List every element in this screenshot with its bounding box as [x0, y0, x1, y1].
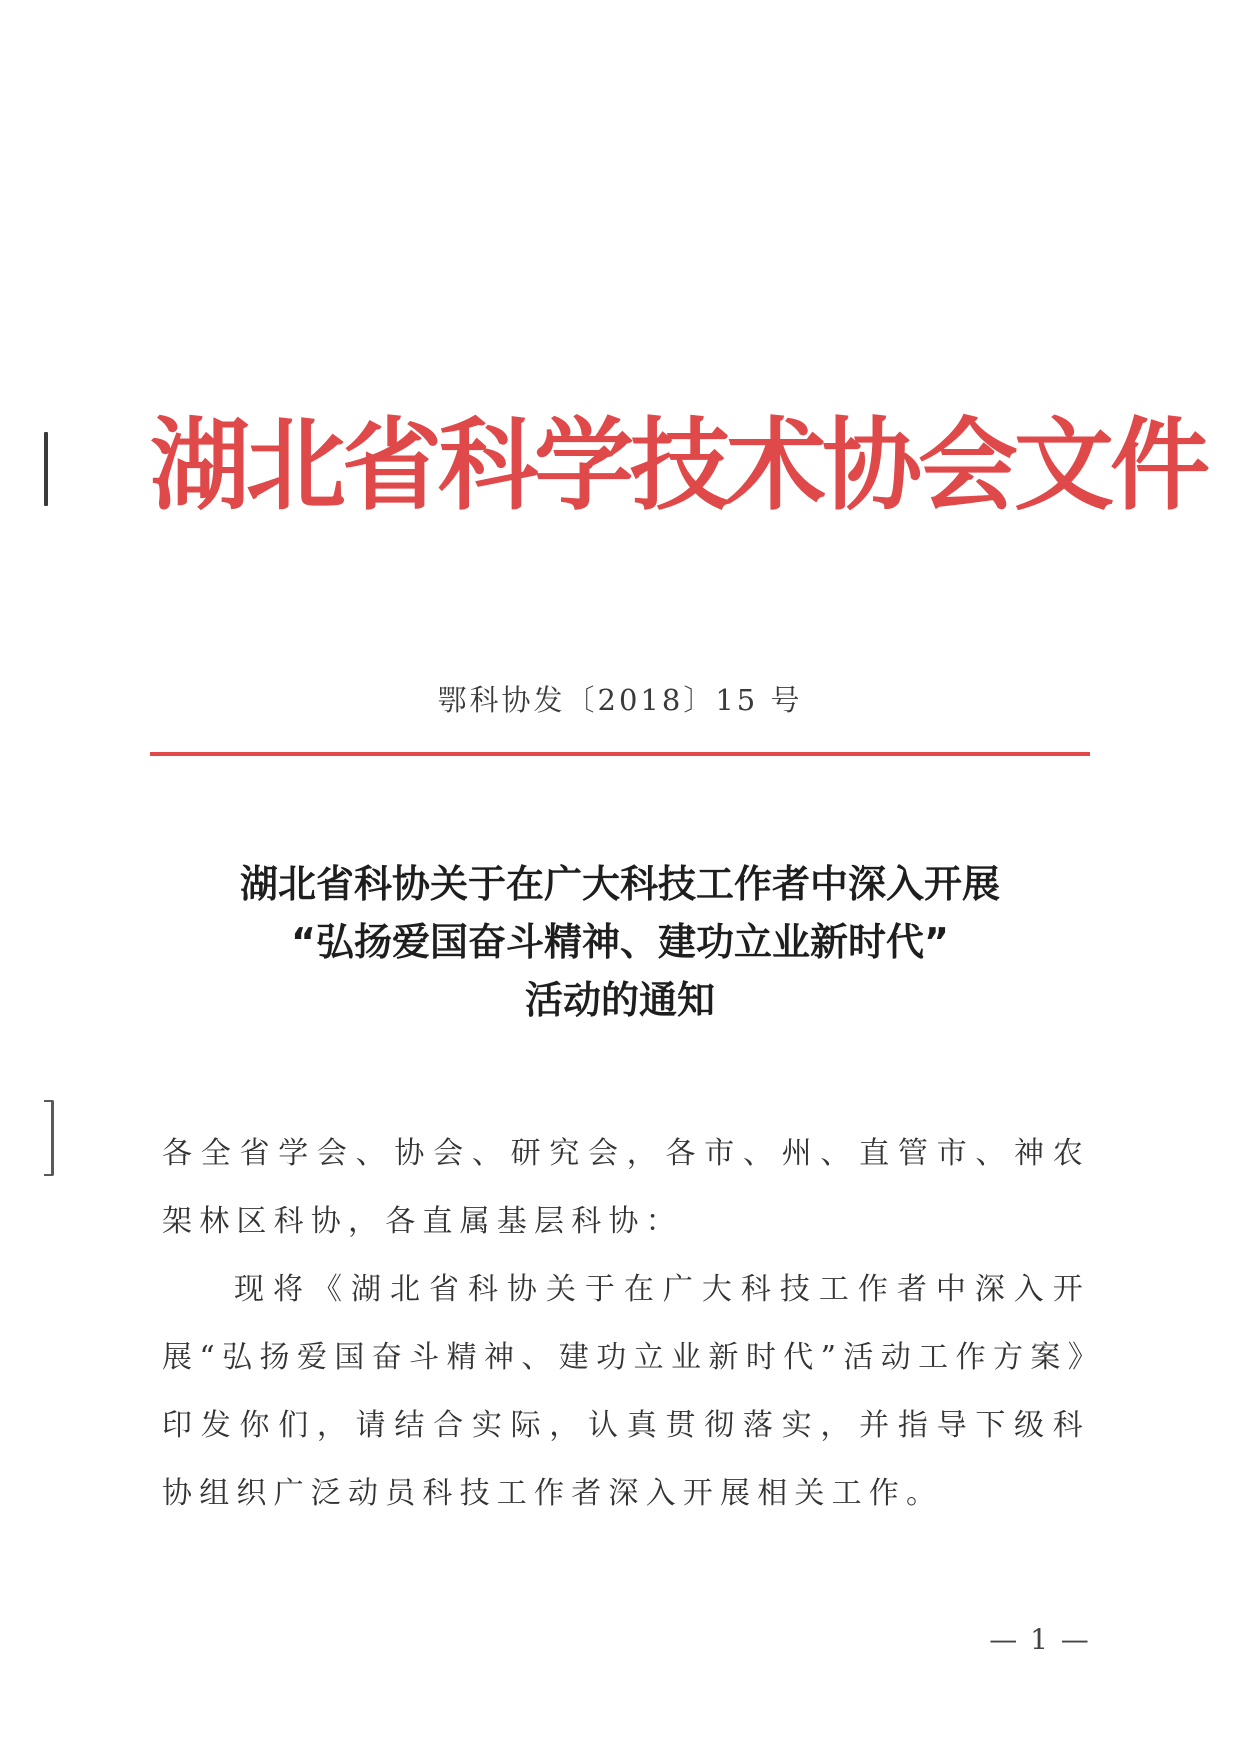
document-title	[130, 855, 1110, 1029]
document-body	[162, 1120, 1090, 1528]
salutation: 各全省学会、协会、研究会，各市、州、直管市、神农架林区科协，各直属基层科协：	[162, 1136, 1090, 1239]
title-line-2: “弘扬爱国奋斗精神、建功立业新时代”	[291, 920, 949, 964]
document-number: 鄂科协发〔2018〕15 号	[437, 683, 803, 717]
red-separator-line	[150, 752, 1090, 756]
binding-mark-top	[44, 432, 48, 506]
body-paragraph: 现将《湖北省科协关于在广大科技工作者中深入开展“弘扬爱国奋斗精神、建功立业新时代”活动工作方案》印发你们，请结合实际，认真贯彻落实，并指导下级科协组织广泛动员科技工作者深入开展相关工作。	[162, 1272, 1090, 1511]
title-line-3: 活动的通知	[524, 978, 715, 1022]
title-line-1: 湖北省科协关于在广大科技工作者中深入开展	[239, 862, 1000, 906]
document-masthead: 湖北省科学技术协会文件	[150, 406, 1206, 524]
binding-mark-bottom	[44, 1100, 54, 1176]
page-number: — 1 —	[989, 1623, 1091, 1656]
